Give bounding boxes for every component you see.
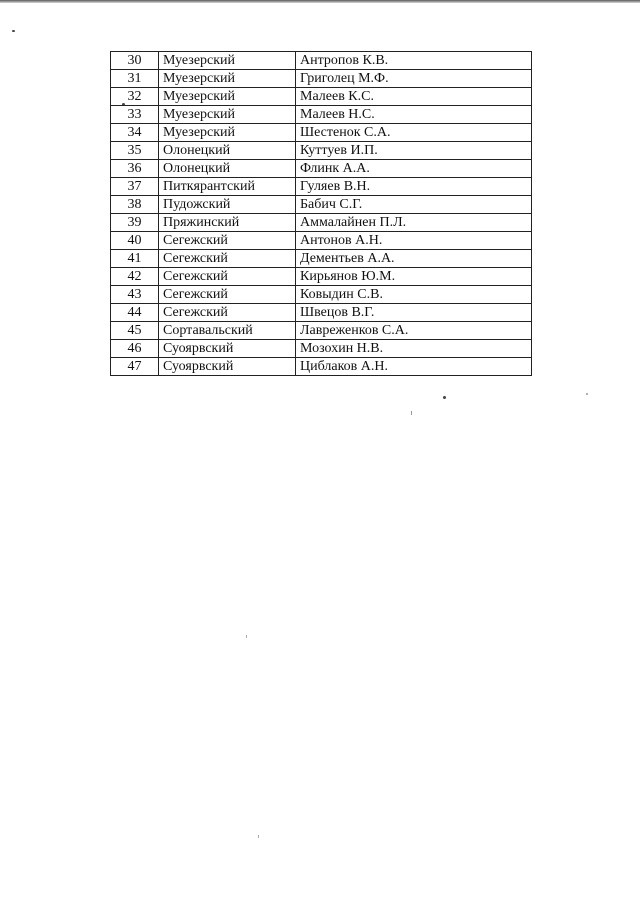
district-cell: Олонецкий <box>159 160 296 178</box>
table-row <box>111 142 532 160</box>
row-number-cell: 43 <box>111 286 159 304</box>
district-cell: Пряжинский <box>159 214 296 232</box>
district-cell: Суоярвский <box>159 358 296 376</box>
table-row <box>111 358 532 376</box>
district-cell: Муезерский <box>159 106 296 124</box>
table-row <box>111 70 532 88</box>
district-cell: Пудожский <box>159 196 296 214</box>
person-name-cell: Циблаков А.Н. <box>296 358 532 376</box>
person-name-cell: Мозохин Н.В. <box>296 340 532 358</box>
table-row <box>111 232 532 250</box>
table-row <box>111 178 532 196</box>
scan-speck <box>586 393 588 395</box>
district-cell: Сегежский <box>159 304 296 322</box>
person-name-cell: Кирьянов Ю.М. <box>296 268 532 286</box>
row-number-cell: 41 <box>111 250 159 268</box>
row-number-cell: 42 <box>111 268 159 286</box>
table-row <box>111 88 532 106</box>
table-row <box>111 268 532 286</box>
person-name-cell: Дементьев А.А. <box>296 250 532 268</box>
scan-speck <box>411 411 412 415</box>
person-name-cell: Шестенок С.А. <box>296 124 532 142</box>
person-name-cell: Аммалайнен П.Л. <box>296 214 532 232</box>
row-number-cell: 37 <box>111 178 159 196</box>
row-number-cell: 33 <box>111 106 159 124</box>
district-cell: Суоярвский <box>159 340 296 358</box>
district-cell: Муезерский <box>159 88 296 106</box>
district-cell: Сортавальский <box>159 322 296 340</box>
person-name-cell: Ковыдин С.В. <box>296 286 532 304</box>
person-name-cell: Флинк А.А. <box>296 160 532 178</box>
scan-speck <box>246 635 247 638</box>
district-cell: Сегежский <box>159 268 296 286</box>
row-number-cell: 35 <box>111 142 159 160</box>
row-number-cell: 45 <box>111 322 159 340</box>
table-row <box>111 124 532 142</box>
district-cell: Питкярантский <box>159 178 296 196</box>
district-cell: Сегежский <box>159 232 296 250</box>
district-cell: Муезерский <box>159 52 296 70</box>
row-number-cell: 38 <box>111 196 159 214</box>
district-cell: Муезерский <box>159 124 296 142</box>
table-row <box>111 214 532 232</box>
row-number-cell: 47 <box>111 358 159 376</box>
person-name-cell: Григолец М.Ф. <box>296 70 532 88</box>
person-name-cell: Антонов А.Н. <box>296 232 532 250</box>
person-name-cell: Малеев К.С. <box>296 88 532 106</box>
table-row <box>111 106 532 124</box>
table-row <box>111 250 532 268</box>
person-name-cell: Лавреженков С.А. <box>296 322 532 340</box>
row-number-cell: 46 <box>111 340 159 358</box>
table-row <box>111 52 532 70</box>
district-cell: Сегежский <box>159 250 296 268</box>
row-number-cell: 34 <box>111 124 159 142</box>
district-cell: Сегежский <box>159 286 296 304</box>
row-number-cell: 36 <box>111 160 159 178</box>
table-row <box>111 322 532 340</box>
table-row <box>111 196 532 214</box>
person-name-cell: Швецов В.Г. <box>296 304 532 322</box>
table-row <box>111 340 532 358</box>
scan-speck <box>258 835 259 838</box>
district-cell: Муезерский <box>159 70 296 88</box>
person-name-cell: Антропов К.В. <box>296 52 532 70</box>
table-row <box>111 286 532 304</box>
roster-table <box>110 51 532 376</box>
scan-speck <box>12 30 15 32</box>
table-row <box>111 304 532 322</box>
district-cell: Олонецкий <box>159 142 296 160</box>
row-number-cell: 30 <box>111 52 159 70</box>
row-number-cell: 32 <box>111 88 159 106</box>
table-row <box>111 160 532 178</box>
row-number-cell: 44 <box>111 304 159 322</box>
person-name-cell: Бабич С.Г. <box>296 196 532 214</box>
row-number-cell: 31 <box>111 70 159 88</box>
row-number-cell: 40 <box>111 232 159 250</box>
scan-speck <box>443 396 446 399</box>
row-number-cell: 39 <box>111 214 159 232</box>
person-name-cell: Куттуев И.П. <box>296 142 532 160</box>
person-name-cell: Гуляев В.Н. <box>296 178 532 196</box>
scan-top-edge <box>0 0 640 3</box>
roster-table-body <box>111 52 532 376</box>
person-name-cell: Малеев Н.С. <box>296 106 532 124</box>
